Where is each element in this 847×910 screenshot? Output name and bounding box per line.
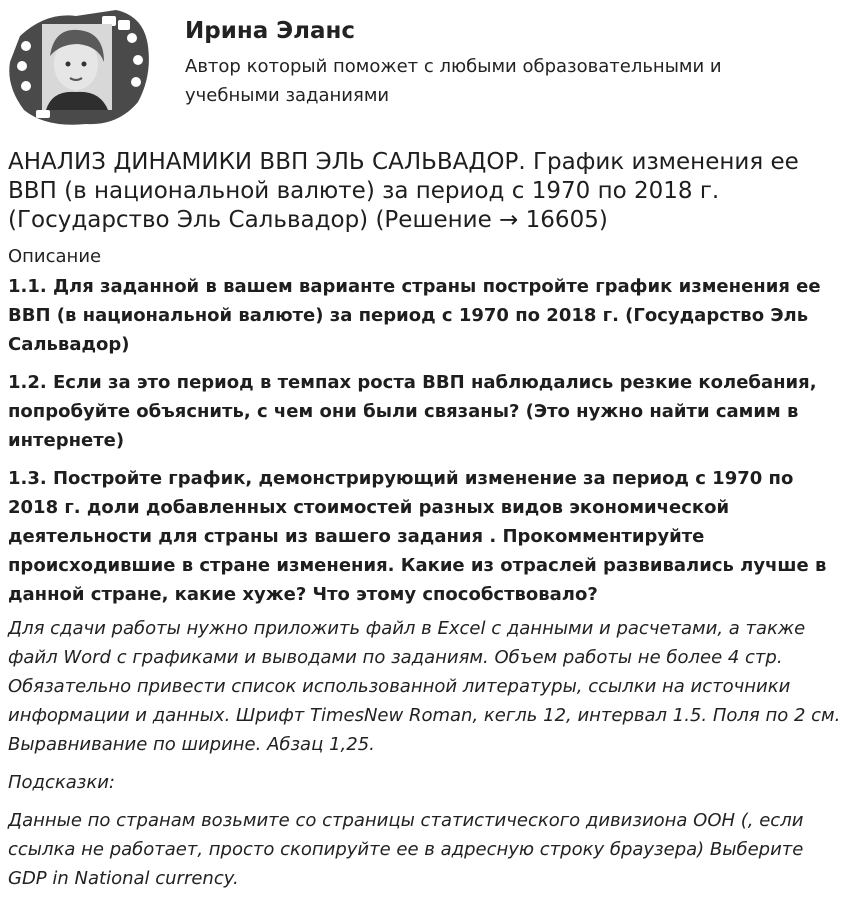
requirements-text: Для сдачи работы нужно приложить файл в Excel с данными и расчетами, а также файл Word с графиками и выводами по заданиям. Объем работы не более 4 стр. Обязательно привести список использованной литературы, ссылки на источники информации и данных. Шрифт TimesNew Roman, кегль 12, интервал 1.5. Поля по 2 см. Выравнивание по ширине. Абзац 1,25. <box>8 618 841 755</box>
task-item: 1.3. Постройте график, демонстрирующий изменение за период с 1970 по 2018 г. доли добавленных стоимостей разных видов экономической деятельности для страны из вашего задания . Прокомментируйте происходившие в стране изменения. Какие из отраслей развивались лучше в данной стране, какие хуже? Что этому способствовало? <box>8 468 827 605</box>
author-avatar[interactable] <box>6 6 152 128</box>
hints-label: Подсказки: <box>8 772 115 793</box>
work-title: АНАЛИЗ ДИНАМИКИ ВВП ЭЛЬ САЛЬВАДОР. График изменения ее ВВП (в национальной валюте) за период с 1970 по 2018 г. (Государство Эль Сальвадор) (Решение → 16605) <box>8 149 799 233</box>
task-list <box>8 272 843 618</box>
description-label: Описание <box>8 246 102 267</box>
author-card <box>6 6 841 128</box>
task-item: 1.2. Если за это период в темпах роста ВВП наблюдались резкие колебания, попробуйте объяснить, с чем они были связаны? (Это нужно найти самим в интернете) <box>8 372 817 451</box>
task-item: 1.1. Для заданной в вашем варианте страны постройте график изменения ее ВВП (в национальной валюте) за период с 1970 по 2018 г. (Государство Эль Сальвадор) <box>8 276 821 355</box>
hints-text: Данные по странам возьмите со страницы статистического дивизиона ООН (, если ссылка не работает, просто скопируйте ее в адресную строку браузера) Выберите GDP in National currency. <box>8 810 804 889</box>
author-name[interactable]: Ирина Эланс <box>185 18 356 44</box>
author-description: Автор который поможет с любыми образовательными и учебными заданиями <box>185 56 722 106</box>
